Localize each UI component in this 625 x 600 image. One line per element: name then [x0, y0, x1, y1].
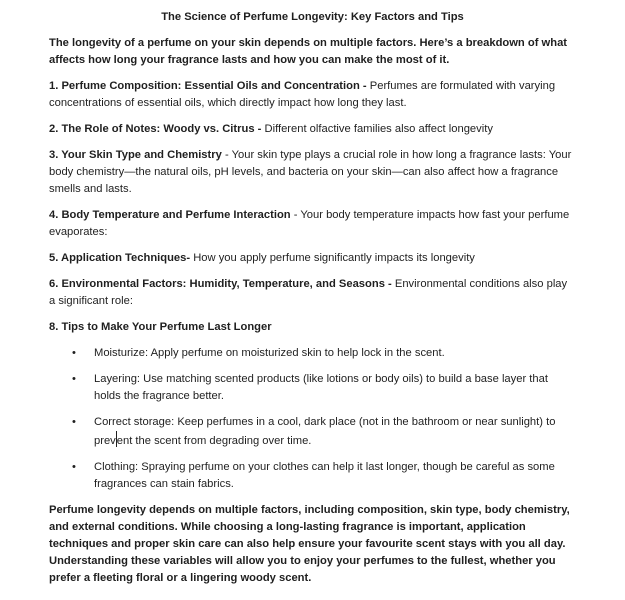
tip-item-text[interactable]: Clothing: Spraying perfume on your clothes can help it last longer, though be careful as some fragrances can stain fabrics.: [94, 461, 555, 490]
section-2-heading[interactable]: 2. The Role of Notes: Woody vs. Citrus -: [49, 123, 262, 135]
section-5-body[interactable]: How you apply perfume significantly impacts its longevity: [190, 252, 475, 264]
tip-item-text-before-caret[interactable]: Correct storage: Keep perfumes in a cool, dark place (not in the bathroom or near sunlight) to prev: [94, 416, 556, 447]
section-4-body[interactable]: - Your body temperature impacts how fast your perfume evaporates:: [49, 209, 570, 238]
tip-item-text[interactable]: Moisturize: Apply perfume on moisturized skin to help lock in the scent.: [94, 347, 445, 359]
bullet-marker: •: [72, 373, 76, 385]
section-3-paragraph[interactable]: [49, 147, 576, 198]
document-title[interactable]: The Science of Perfume Longevity: Key Factors and Tips: [161, 11, 464, 23]
section-5-paragraph[interactable]: [49, 250, 576, 267]
tip-item-layering[interactable]: [72, 371, 576, 405]
section-6-paragraph[interactable]: [49, 276, 576, 310]
section-3-heading[interactable]: 3. Your Skin Type and Chemistry: [49, 149, 222, 161]
tips-list[interactable]: [49, 345, 576, 493]
section-4-heading[interactable]: 4. Body Temperature and Perfume Interaction: [49, 209, 291, 221]
conclusion-paragraph[interactable]: Perfume longevity depends on multiple factors, including composition, skin type, body chemistry, and external conditions. While choosing a long-lasting fragrance is important, application techniques and proper skin care can also help ensure your favourite scent stays with you all day. Understanding these variables will allow you to enjoy your perfumes to the fullest, whether you prefer a fleeting floral or a lingering woody scent.: [49, 504, 570, 584]
tips-heading[interactable]: 8. Tips to Make Your Perfume Last Longer: [49, 321, 272, 333]
section-1-paragraph[interactable]: [49, 78, 576, 112]
tip-item-text[interactable]: Layering: Use matching scented products (like lotions or body oils) to build a base layer that holds the fragrance better.: [94, 373, 548, 402]
section-5-heading[interactable]: 5. Application Techniques-: [49, 252, 191, 264]
section-1-body[interactable]: Perfumes are formulated with varying concentrations of essential oils, which directly impact how long they last.: [49, 80, 556, 109]
tip-item-correct-storage[interactable]: [72, 414, 576, 450]
tip-item-clothing[interactable]: [72, 459, 576, 493]
section-6-heading[interactable]: 6. Environmental Factors: Humidity, Temperature, and Seasons -: [49, 278, 392, 290]
section-2-body[interactable]: Different olfactive families also affect longevity: [261, 123, 493, 135]
section-3-body[interactable]: - Your skin type plays a crucial role in how long a fragrance lasts: Your body chemistry—the natural oils, pH levels, and bacteria on your skin—can also affect how a fragrance smells and lasts.: [49, 149, 572, 195]
section-1-heading[interactable]: 1. Perfume Composition: Essential Oils and Concentration -: [49, 80, 367, 92]
intro-paragraph[interactable]: The longevity of a perfume on your skin depends on multiple factors. Here’s a breakdown of what affects how long your fragrance lasts and how you can make the most of it.: [49, 37, 568, 66]
section-4-paragraph[interactable]: [49, 207, 576, 241]
section-6-body[interactable]: Environmental conditions also play a significant role:: [49, 278, 568, 307]
bullet-marker: •: [72, 347, 76, 359]
section-2-paragraph[interactable]: [49, 121, 576, 138]
bullet-marker: •: [72, 461, 76, 473]
bullet-marker: •: [72, 416, 76, 428]
tip-item-text-after-caret[interactable]: ent the scent from degrading over time.: [116, 435, 312, 447]
tip-item-moisturize[interactable]: [72, 345, 576, 362]
